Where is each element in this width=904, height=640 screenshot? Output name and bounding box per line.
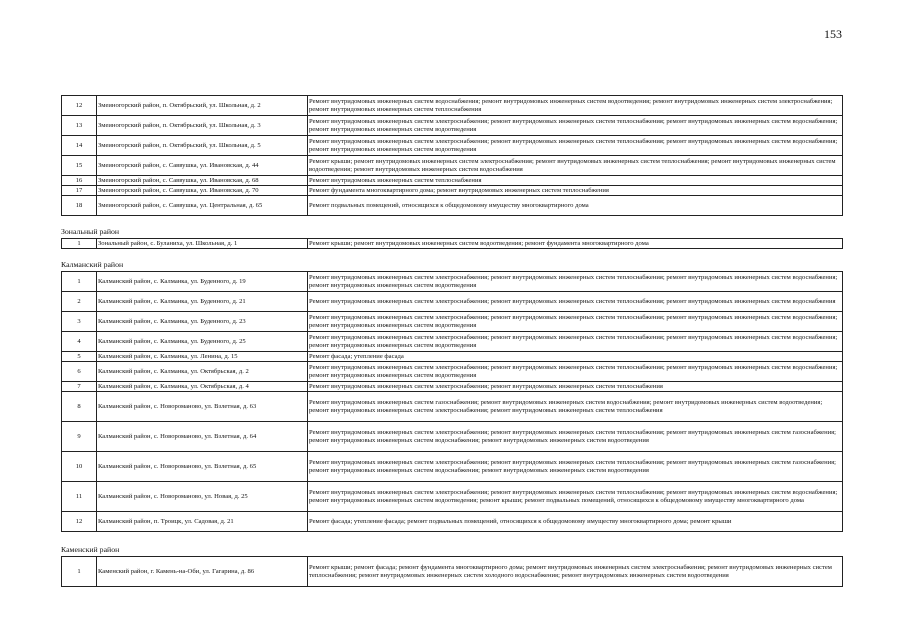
- address-cell: Калманский район, с. Калманка, ул. Буденного, д. 21: [97, 292, 308, 312]
- table-row: [62, 292, 843, 312]
- table-row: [62, 156, 843, 176]
- address-cell: Калманский район, с. Новороманово, ул. Новая, д. 25: [97, 482, 308, 512]
- address-cell: Змеиногорский район, с. Саввушка, ул. Ивановская, д. 44: [97, 156, 308, 176]
- row-number-cell: 10: [62, 452, 97, 482]
- works-cell: Ремонт внутридомовых инженерных систем электроснабжения; ремонт внутридомовых инженерных систем теплоснабжения; ремонт внутридомовых инженерных систем водоснабжения; ремонт внутридомовых инженерных систем водоотведения: [308, 312, 843, 332]
- row-number-cell: 1: [62, 557, 97, 587]
- table-row: [62, 392, 843, 422]
- table-row: [62, 452, 843, 482]
- district-table: [61, 238, 843, 249]
- address-cell: Змеиногорский район, п. Октябрьский, ул. Школьная, д. 5: [97, 136, 308, 156]
- row-number-cell: 14: [62, 136, 97, 156]
- address-cell: Зональный район, с. Буланиха, ул. Школьная, д. 1: [97, 239, 308, 249]
- row-number-cell: 2: [62, 292, 97, 312]
- table-row: [62, 422, 843, 452]
- works-cell: Ремонт внутридомовых инженерных систем электроснабжения; ремонт внутридомовых инженерных систем теплоснабжения; ремонт внутридомовых инженерных систем водоснабжения; ремонт внутридомовых инженерных систем водоотведения: [308, 136, 843, 156]
- address-cell: Калманский район, с. Калманка, ул. Ленина, д. 15: [97, 352, 308, 362]
- works-cell: Ремонт крыши; ремонт внутридомовых инженерных систем водоотведения; ремонт фундамента многоквартирного дома: [308, 239, 843, 249]
- address-cell: Змеиногорский район, с. Саввушка, ул. Ивановская, д. 70: [97, 186, 308, 196]
- table-row: [62, 96, 843, 116]
- table-row: [62, 482, 843, 512]
- works-cell: Ремонт внутридомовых инженерных систем электроснабжения; ремонт внутридомовых инженерных систем теплоснабжения; ремонт внутридомовых инженерных систем газоснабжения; ремонт внутридомовых инженерных систем водоснабжения; ремонт внутридомовых инженерных систем водоотведения: [308, 452, 843, 482]
- row-number-cell: 7: [62, 382, 97, 392]
- address-cell: Калманский район, п. Троицк, ул. Садовая, д. 21: [97, 512, 308, 532]
- row-number-cell: 11: [62, 482, 97, 512]
- address-cell: Калманский район, с. Новороманово, ул. Взлетная, д. 64: [97, 422, 308, 452]
- table-row: [62, 352, 843, 362]
- row-number-cell: 15: [62, 156, 97, 176]
- works-cell: Ремонт внутридомовых инженерных систем электроснабжения; ремонт внутридомовых инженерных систем теплоснабжения: [308, 382, 843, 392]
- district-heading: Каменский район: [61, 545, 120, 554]
- works-cell: Ремонт подвальных помещений, относящихся к общедомовому имуществу многоквартирного дома: [308, 196, 843, 216]
- works-cell: Ремонт крыши; ремонт внутридомовых инженерных систем электроснабжения; ремонт внутридомовых инженерных систем теплоснабжения; ремонт внутридомовых инженерных систем водоотведения; ремонт внутридомовых инженерных систем водоснабжения: [308, 156, 843, 176]
- district-table: [61, 95, 843, 216]
- section-block: [61, 95, 843, 216]
- district-heading: Калманский район: [61, 260, 124, 269]
- row-number-cell: 12: [62, 96, 97, 116]
- works-cell: Ремонт фасада; утепление фасада; ремонт подвальных помещений, относящихся к общедомовому имуществу многоквартирного дома; ремонт крыши: [308, 512, 843, 532]
- row-number-cell: 9: [62, 422, 97, 452]
- works-cell: Ремонт внутридомовых инженерных систем электроснабжения; ремонт внутридомовых инженерных систем теплоснабжения; ремонт внутридомовых инженерных систем водоснабжения; ремонт внутридомовых инженерных систем водоотведения: [308, 116, 843, 136]
- row-number-cell: 4: [62, 332, 97, 352]
- row-number-cell: 1: [62, 272, 97, 292]
- district-table: [61, 556, 843, 587]
- address-cell: Калманский район, с. Калманка, ул. Буденного, д. 25: [97, 332, 308, 352]
- address-cell: Калманский район, с. Калманка, ул. Октябрьская, д. 2: [97, 362, 308, 382]
- table-row: [62, 362, 843, 382]
- address-cell: Каменский район, г. Камень-на-Оби, ул. Гагарина, д. 86: [97, 557, 308, 587]
- table-row: [62, 239, 843, 249]
- works-cell: Ремонт внутридомовых инженерных систем теплоснабжения: [308, 176, 843, 186]
- table-row: [62, 557, 843, 587]
- row-number-cell: 12: [62, 512, 97, 532]
- works-cell: Ремонт внутридомовых инженерных систем водоснабжения; ремонт внутридомовых инженерных систем водоотведения; ремонт внутридомовых инженерных систем электроснабжения; ремонт внутридомовых инженерных систем теплоснабжения: [308, 96, 843, 116]
- table-row: [62, 332, 843, 352]
- row-number-cell: 5: [62, 352, 97, 362]
- table-row: [62, 312, 843, 332]
- repair-schedule-table: [61, 95, 843, 587]
- section-block: [61, 249, 843, 532]
- district-heading: Зональный район: [61, 227, 120, 236]
- address-cell: Калманский район, с. Калманка, ул. Буденного, д. 19: [97, 272, 308, 292]
- address-cell: Змеиногорский район, п. Октябрьский, ул. Школьная, д. 2: [97, 96, 308, 116]
- works-cell: Ремонт крыши; ремонт фасада; ремонт фундамента многоквартирного дома; ремонт внутридомовых инженерных систем электроснабжения; ремонт внутридомовых инженерных систем теплоснабжения; ремонт внутридомовых инженерных систем холодного водоснабжения; ремонт внутридомовых инженерных систем водоотведения: [308, 557, 843, 587]
- works-cell: Ремонт внутридомовых инженерных систем электроснабжения; ремонт внутридомовых инженерных систем теплоснабжения; ремонт внутридомовых инженерных систем водоснабжения; ремонт внутридомовых инженерных систем водоотведения: [308, 362, 843, 382]
- section-block: [61, 532, 843, 587]
- address-cell: Змеиногорский район, п. Октябрьский, ул. Школьная, д. 3: [97, 116, 308, 136]
- address-cell: Змеиногорский район, с. Саввушка, ул. Центральная, д. 65: [97, 196, 308, 216]
- works-cell: Ремонт внутридомовых инженерных систем электроснабжения; ремонт внутридомовых инженерных систем теплоснабжения; ремонт внутридомовых инженерных систем водоснабжения: [308, 292, 843, 312]
- page-number: 153: [824, 27, 842, 41]
- address-cell: Калманский район, с. Новороманово, ул. Взлетная, д. 63: [97, 392, 308, 422]
- row-number-cell: 18: [62, 196, 97, 216]
- table-row: [62, 382, 843, 392]
- row-number-cell: 16: [62, 176, 97, 186]
- section-block: [61, 216, 843, 249]
- address-cell: Змеиногорский район, с. Саввушка, ул. Ивановская, д. 68: [97, 176, 308, 186]
- works-cell: Ремонт внутридомовых инженерных систем электроснабжения; ремонт внутридомовых инженерных систем теплоснабжения; ремонт внутридомовых инженерных систем газоснабжения; ремонт внутридомовых инженерных систем водоснабжения; ремонт внутридомовых инженерных систем водоотведения: [308, 422, 843, 452]
- row-number-cell: 6: [62, 362, 97, 382]
- table-row: [62, 176, 843, 186]
- row-number-cell: 3: [62, 312, 97, 332]
- row-number-cell: 17: [62, 186, 97, 196]
- works-cell: Ремонт внутридомовых инженерных систем газоснабжения; ремонт внутридомовых инженерных систем водоснабжения; ремонт внутридомовых инженерных систем водоотведения; ремонт внутридомовых инженерных систем электроснабжения; ремонт внутридомовых инженерных систем теплоснабжения: [308, 392, 843, 422]
- row-number-cell: 8: [62, 392, 97, 422]
- works-cell: Ремонт внутридомовых инженерных систем электроснабжения; ремонт внутридомовых инженерных систем теплоснабжения; ремонт внутридомовых инженерных систем водоснабжения; ремонт внутридомовых инженерных систем водоотведения; ремонт крыши; ремонт подвальных помещений, относящихся к общедомовому имуществу многоквартирного дома: [308, 482, 843, 512]
- works-cell: Ремонт внутридомовых инженерных систем электроснабжения; ремонт внутридомовых инженерных систем теплоснабжения; ремонт внутридомовых инженерных систем водоснабжения; ремонт внутридомовых инженерных систем водоотведения: [308, 272, 843, 292]
- district-table: [61, 271, 843, 532]
- address-cell: Калманский район, с. Новороманово, ул. Взлетная, д. 65: [97, 452, 308, 482]
- works-cell: Ремонт внутридомовых инженерных систем электроснабжения; ремонт внутридомовых инженерных систем теплоснабжения; ремонт внутридомовых инженерных систем водоснабжения; ремонт внутридомовых инженерных систем водоотведения: [308, 332, 843, 352]
- table-row: [62, 196, 843, 216]
- table-row: [62, 116, 843, 136]
- table-row: [62, 512, 843, 532]
- table-row: [62, 272, 843, 292]
- row-number-cell: 13: [62, 116, 97, 136]
- row-number-cell: 1: [62, 239, 97, 249]
- address-cell: Калманский район, с. Калманка, ул. Буденного, д. 23: [97, 312, 308, 332]
- works-cell: Ремонт фундамента многоквартирного дома; ремонт внутридомовых инженерных систем теплоснабжения: [308, 186, 843, 196]
- table-row: [62, 136, 843, 156]
- address-cell: Калманский район, с. Калманка, ул. Октябрьская, д. 4: [97, 382, 308, 392]
- table-row: [62, 186, 843, 196]
- works-cell: Ремонт фасада; утепление фасада: [308, 352, 843, 362]
